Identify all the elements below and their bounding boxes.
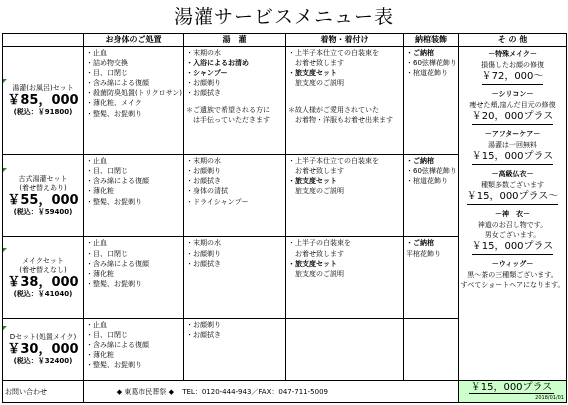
coffin-cell — [404, 46, 459, 154]
list-item: ・目、口閉じ — [86, 249, 128, 258]
body-care-cell — [84, 155, 184, 237]
list-item: ・ご納棺 — [406, 157, 434, 166]
option-price: ￥15，000プラス — [470, 382, 553, 393]
header-bath: 湯 灌 — [184, 34, 286, 47]
list-item: ・シャンプー — [186, 69, 228, 78]
cell-indicator-icon — [3, 326, 7, 330]
list-item: ・お顔剃り — [186, 320, 221, 329]
list-item: ・整髪、お髭剃り — [86, 360, 142, 369]
set-price: ￥30，000 — [7, 341, 79, 357]
header-row — [3, 34, 567, 47]
list-item: ・棺道花飾り — [406, 177, 448, 186]
bath-cell — [184, 155, 286, 237]
list-item: ・旅支度セット — [288, 69, 337, 78]
option-price: ￥15，000プラス — [472, 240, 554, 255]
set-tax-price: (税込：￥32400) — [13, 356, 73, 365]
coffin-cell — [404, 237, 459, 318]
cell-indicator-icon — [3, 168, 7, 172]
dress-note: ＊故人様がご愛用されていた — [288, 106, 379, 115]
header-other: そ の 他 — [459, 34, 567, 47]
option-desc: 神道のお召し物です。 — [477, 220, 548, 229]
set-name: Dセット(処置メイク) — [9, 332, 77, 341]
set-tax-price: (税込：￥59400) — [13, 207, 73, 216]
list-item: ・末期の水 — [186, 239, 221, 248]
dressing-cell — [286, 155, 404, 237]
dressing-cell — [286, 318, 404, 381]
list-item: ・上半子の白装束を — [288, 239, 351, 248]
option-price: ￥15，000プラス～ — [467, 190, 559, 205]
option-block — [459, 47, 566, 87]
set-price: ￥38，000 — [7, 274, 79, 290]
list-item: ・止血 — [86, 320, 107, 329]
list-item: 旅支度のご説明 — [288, 187, 344, 196]
list-item: ・お顔拭き — [186, 89, 221, 98]
coffin-cell — [404, 155, 459, 237]
list-item: ・お顔剃り — [186, 79, 221, 88]
list-item: ・旅支度セット — [288, 259, 337, 268]
footer-row — [3, 381, 567, 403]
set-name: メイクセット — [22, 256, 64, 265]
set-cell — [3, 155, 84, 237]
set-cell — [3, 46, 84, 154]
option-price: ￥15，000プラス — [472, 150, 554, 165]
set-name: 古式湯灌セット — [18, 174, 68, 183]
option-desc: 種類多数ございます — [481, 180, 544, 189]
set-subname: (着せ替えなし) — [19, 265, 67, 274]
bath-note: ＊ご遺族で希望される方に — [186, 106, 270, 115]
coffin-cell — [404, 318, 459, 381]
list-item: 旅支度のご説明 — [288, 269, 344, 278]
header-set — [3, 34, 84, 47]
list-item: 旅支度のご説明 — [288, 79, 344, 88]
body-care-cell — [84, 237, 184, 318]
option-block — [459, 87, 566, 127]
body-care-cell — [84, 46, 184, 154]
option-block — [459, 167, 566, 207]
list-item: ・整髪、お髭剃り — [86, 279, 142, 288]
list-item: ・目、口閉じ — [86, 330, 128, 339]
list-item: ・含み綿による復顔 — [86, 79, 149, 88]
list-item: ・お顔剃り — [186, 167, 221, 176]
list-item: ・殺菌防臭処置(トリクロサン) — [86, 89, 182, 98]
company-name: ◆ 東葛市民葬祭 ◆ — [116, 387, 174, 396]
body-care-cell — [84, 318, 184, 381]
list-item: ・目、口閉じ — [86, 69, 128, 78]
list-item: ・身体の清拭 — [186, 187, 228, 196]
list-item: ・ご納棺 — [406, 48, 434, 57]
list-item: ・薄化粧 — [86, 187, 114, 196]
service-menu-table — [2, 33, 567, 403]
list-item: ・ご納棺 — [406, 239, 434, 248]
list-item: ・止血 — [86, 48, 107, 57]
cell-indicator-icon — [3, 248, 7, 252]
option-heading: －ウィッグ－ — [491, 259, 534, 268]
option-desc: 黒～茶の三種類ございます。 — [467, 270, 558, 279]
bath-cell — [184, 237, 286, 318]
list-item: ・お顔拭き — [186, 330, 221, 339]
list-item: ・お顔拭き — [186, 177, 221, 186]
list-item: ・60弦樺花飾り — [406, 59, 457, 68]
dress-note: お着物・洋服もお着せ出来ます — [288, 116, 393, 125]
list-item: ・旅支度セット — [288, 177, 337, 186]
table-row — [3, 46, 567, 154]
option-desc: すべてショートヘアになります。 — [460, 280, 565, 289]
bath-cell — [184, 318, 286, 381]
date-stamp: 2018/01/01 — [535, 395, 564, 401]
set-cell — [3, 237, 84, 318]
option-heading: －アフターケア－ — [484, 129, 541, 138]
contact-cell — [84, 381, 459, 403]
option-price: ￥72，000～ — [482, 70, 544, 85]
option-desc: 痩せた頬,窪んだ目元の修復 — [469, 100, 556, 109]
list-item: ・ドライシャンプー — [186, 197, 249, 206]
set-price: ￥85，000 — [7, 93, 79, 109]
dressing-cell — [286, 46, 404, 154]
other-options-cell — [459, 46, 567, 380]
option-heading: －高級仏衣－ — [491, 169, 534, 178]
set-subname: (着せ替えあり) — [19, 183, 67, 192]
option-block — [459, 207, 566, 257]
list-item: お着せ致します — [288, 59, 344, 68]
set-tax-price: (税込：￥91800) — [13, 108, 73, 117]
option-block — [459, 127, 566, 167]
option-desc: 損傷したお顔の修復 — [481, 60, 544, 69]
list-item: ・目、口閉じ — [86, 167, 128, 176]
cell-indicator-icon — [3, 79, 7, 83]
list-item: ・棺道花飾り — [406, 69, 448, 78]
list-item: ・末期の水 — [186, 157, 221, 166]
option-heading: －特殊メイク－ — [488, 49, 537, 58]
option-desc: 男女ございます。 — [484, 230, 541, 239]
list-item: 平棺花飾り — [406, 249, 441, 258]
list-item: お着せ致します — [288, 167, 344, 176]
list-item: ・整髪、お髭剃り — [86, 109, 142, 118]
list-item: ・含み綿による復顔 — [86, 259, 149, 268]
list-item: お着せ致します — [288, 249, 344, 258]
list-item: ・整髪、お髭剃り — [86, 197, 142, 206]
bath-note: は手伝っていただきます — [186, 116, 270, 125]
option-desc: 湯灌は一回無料 — [488, 140, 537, 149]
list-item: ・お顔剃り — [186, 249, 221, 258]
list-item: ・お顔拭き — [186, 259, 221, 268]
header-body-care: お身体のご処置 — [84, 34, 184, 47]
list-item: ・薄化粧、メイク — [86, 99, 142, 108]
set-cell — [3, 318, 84, 381]
bath-cell — [184, 46, 286, 154]
header-dressing: 着物・着付け — [286, 34, 404, 47]
set-price: ￥55，000 — [7, 192, 79, 208]
list-item: ・薄化粧 — [86, 350, 114, 359]
option-block — [459, 257, 566, 290]
list-item: ・詰め物交換 — [86, 59, 128, 68]
list-item: ・止血 — [86, 239, 107, 248]
contact-label: お問い合わせ — [3, 381, 84, 403]
date-cell — [459, 381, 567, 403]
contact-info: TEL：0120-444-943／FAX：047-711-5009 — [182, 387, 328, 396]
page-title: 湯灌サービスメニュー表 — [173, 6, 394, 28]
list-item: ・止血 — [86, 157, 107, 166]
set-name: 湯灌(お風呂)セット — [12, 84, 74, 93]
option-price: ￥20，000プラス — [472, 110, 554, 125]
list-item: ・上半子本仕立ての白装束を — [288, 157, 379, 166]
list-item: ・上半子本仕立ての白装束を — [288, 48, 379, 57]
list-item: ・末期の水 — [186, 48, 221, 57]
header-coffin: 納棺装飾 — [404, 34, 459, 47]
list-item: ・薄化粧 — [86, 269, 114, 278]
list-item: ・含み綿による復顔 — [86, 177, 149, 186]
dressing-cell — [286, 237, 404, 318]
list-item: ・60弦樺花飾り — [406, 167, 457, 176]
set-tax-price: (税込：￥41040) — [13, 289, 73, 298]
option-heading: －神 衣－ — [495, 209, 530, 218]
option-heading: －シリコン－ — [491, 89, 534, 98]
list-item: ・入浴によるお清め — [186, 59, 249, 68]
list-item: ・含み綿による復顔 — [86, 340, 149, 349]
